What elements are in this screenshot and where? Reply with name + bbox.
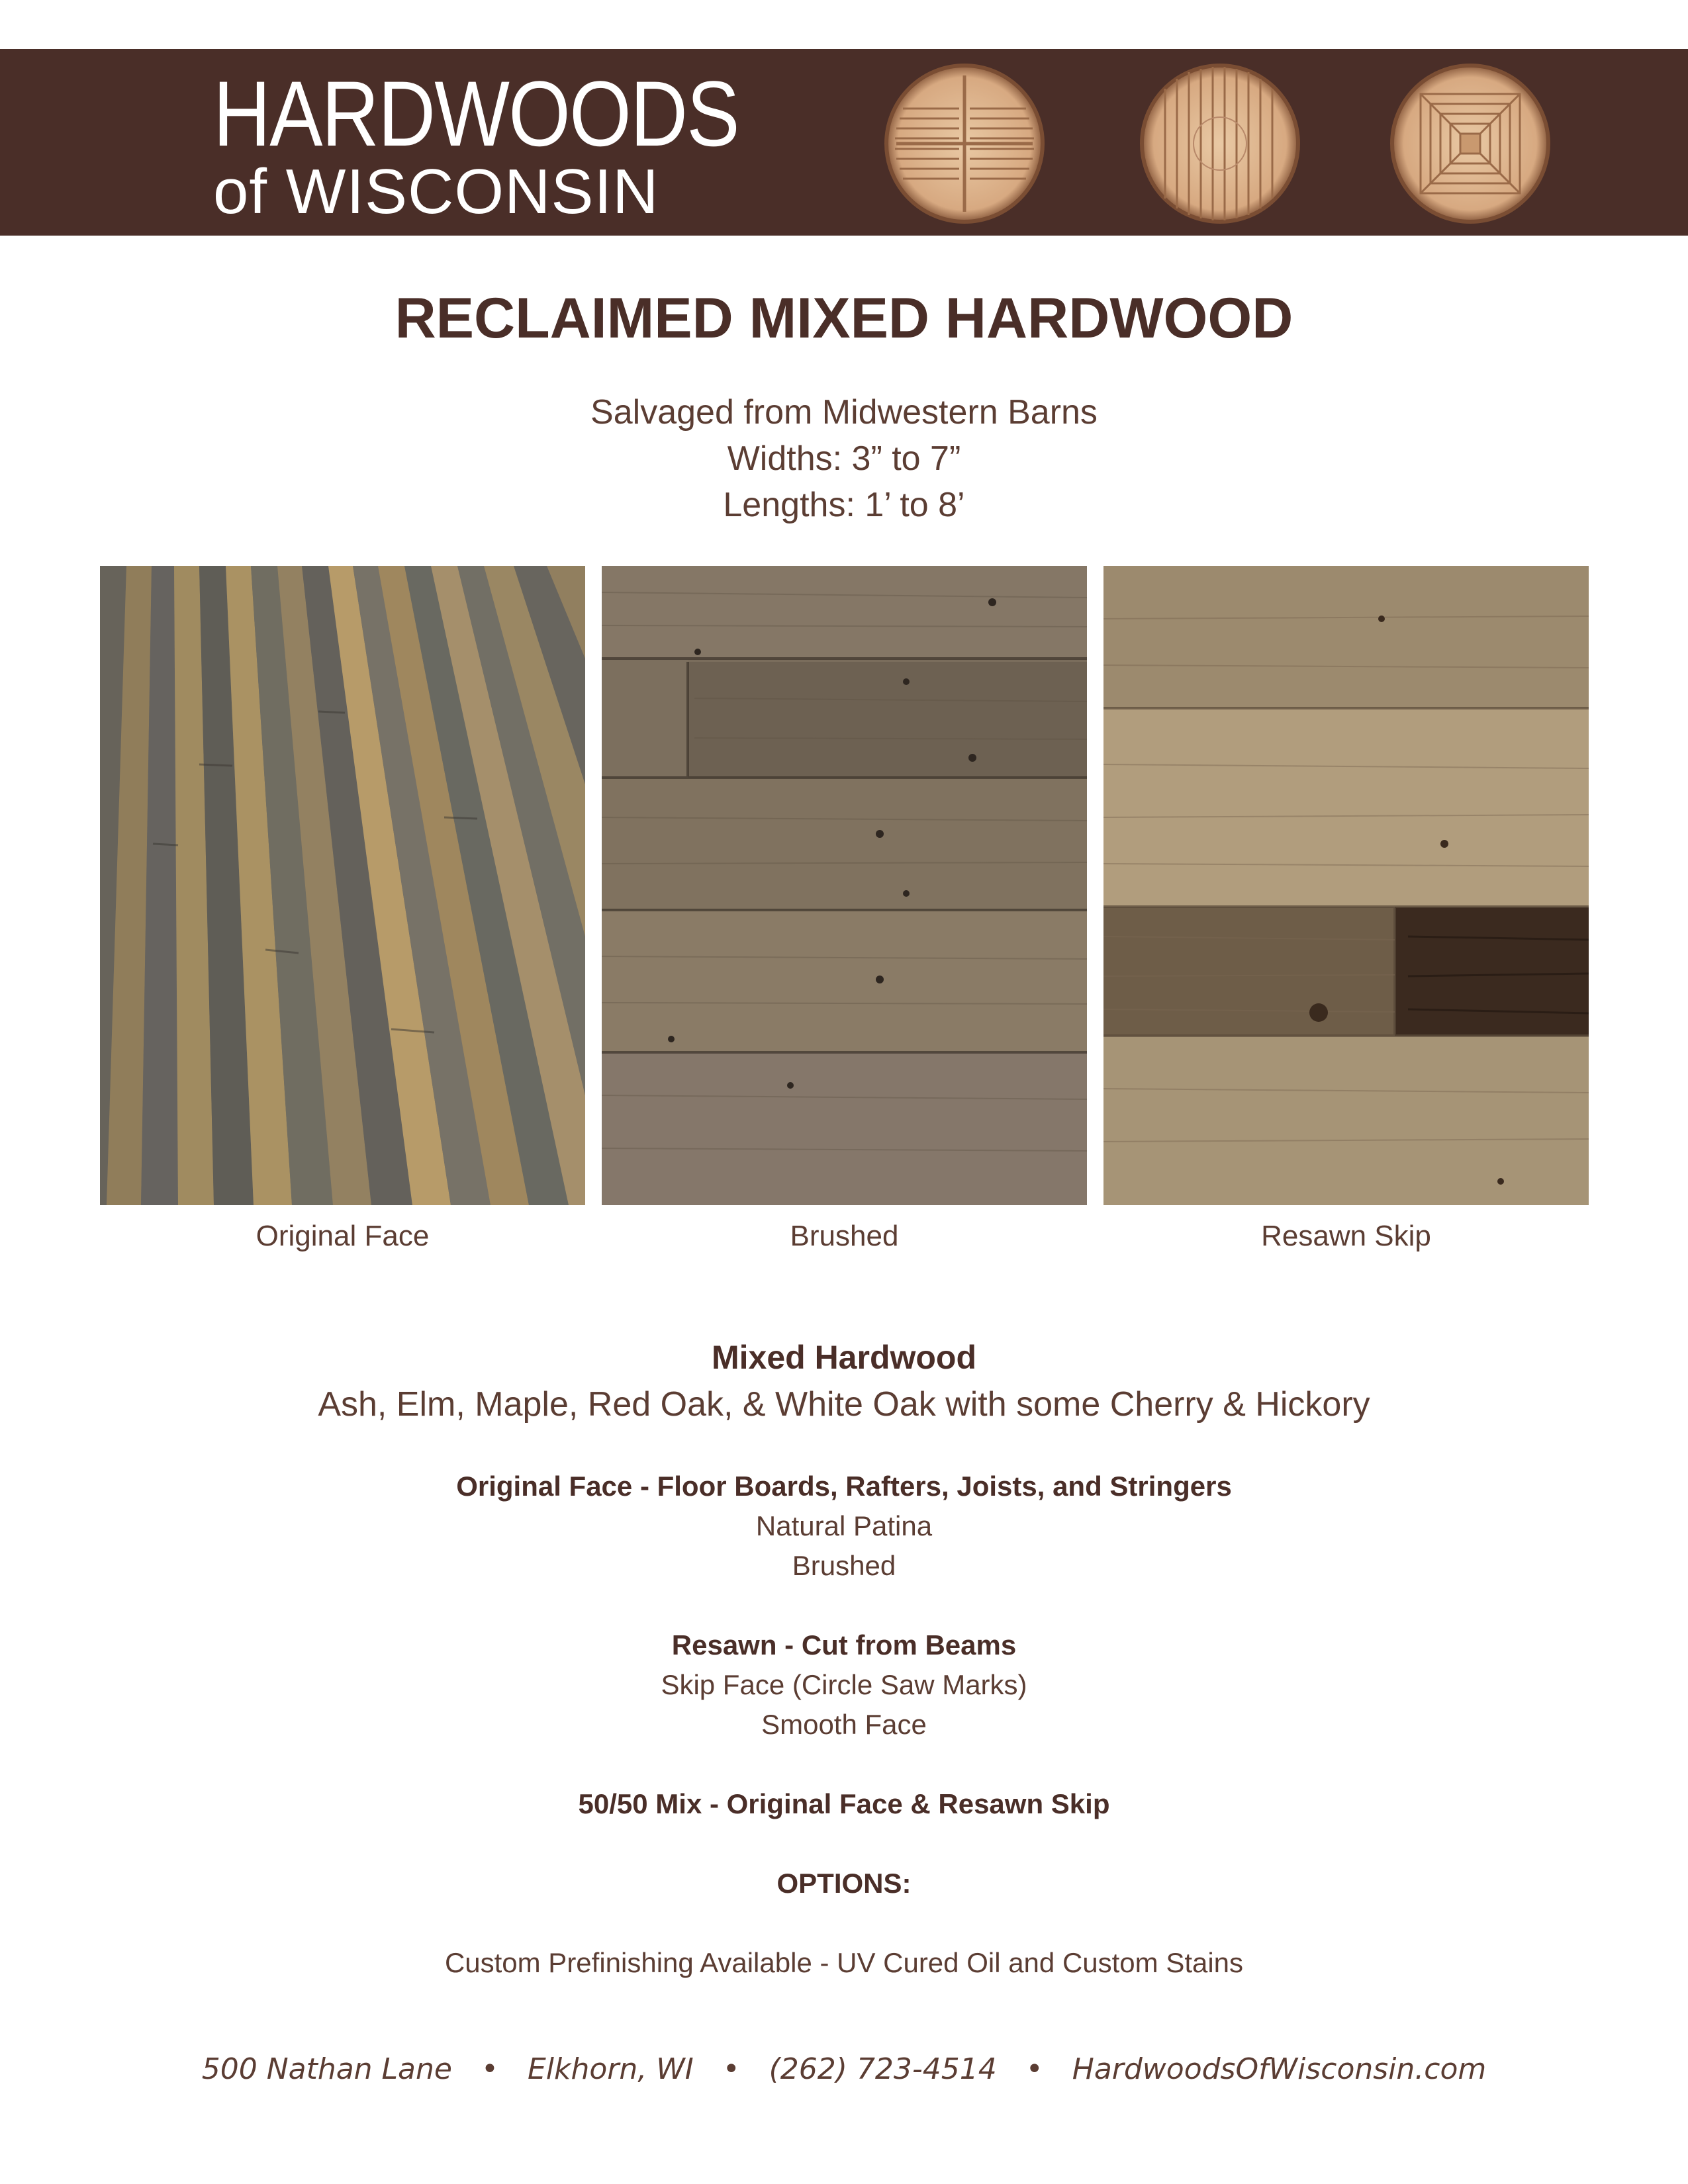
footer-city: Elkhorn, WI <box>527 2052 694 2086</box>
resawn-item: Smooth Face <box>761 1709 927 1740</box>
brand-name-line1: HARDWOODS <box>213 62 739 165</box>
mix-heading: 50/50 Mix - Original Face & Resawn Skip <box>578 1788 1110 1819</box>
caption-original-face: Original Face <box>256 1220 430 1252</box>
caption-resawn-skip: Resawn Skip <box>1261 1220 1431 1252</box>
footer-website-link[interactable]: HardwoodsOfWisconsin.com <box>1072 2052 1487 2086</box>
resawn-heading: Resawn - Cut from Beams <box>671 1629 1017 1661</box>
brand-logo[interactable] <box>213 62 824 227</box>
brand-name-line2: of WISCONSIN <box>213 156 659 227</box>
caption-brushed: Brushed <box>790 1220 899 1252</box>
product-widths: Widths: 3” to 7” <box>727 439 961 478</box>
original-face-item: Brushed <box>792 1550 896 1581</box>
footer-contact <box>0 2052 1688 2086</box>
footer-phone[interactable]: (262) 723-4514 <box>769 2052 997 2086</box>
resawn-item: Skip Face (Circle Saw Marks) <box>661 1669 1027 1700</box>
footer-separator: • <box>722 2052 740 2086</box>
round-log-end-icon <box>1139 62 1301 225</box>
options-heading: OPTIONS: <box>776 1868 912 1899</box>
original-face-item: Natural Patina <box>755 1510 933 1541</box>
options-text: Custom Prefinishing Available - UV Cured Oil and Custom Stains <box>444 1947 1244 1978</box>
original-face-heading: Original Face - Floor Boards, Rafters, Joists, and Stringers <box>456 1471 1232 1502</box>
product-lengths: Lengths: 1’ to 8’ <box>723 486 965 524</box>
footer-address: 500 Nathan Lane <box>201 2052 452 2086</box>
round-log-end-icon <box>1389 62 1552 225</box>
page-title: RECLAIMED MIXED HARDWOOD <box>395 287 1293 350</box>
resawn-skip-photo <box>1103 566 1589 1205</box>
footer-separator: • <box>1025 2052 1043 2086</box>
species-heading: Mixed Hardwood <box>711 1339 977 1376</box>
round-log-end-icon <box>883 62 1046 225</box>
original-face-photo <box>100 566 585 1205</box>
footer-separator: • <box>481 2052 498 2086</box>
brushed-photo <box>602 566 1087 1205</box>
header-banner <box>0 49 1688 236</box>
product-origin: Salvaged from Midwestern Barns <box>590 393 1098 432</box>
species-list: Ash, Elm, Maple, Red Oak, & White Oak with some Cherry & Hickory <box>318 1385 1370 1424</box>
